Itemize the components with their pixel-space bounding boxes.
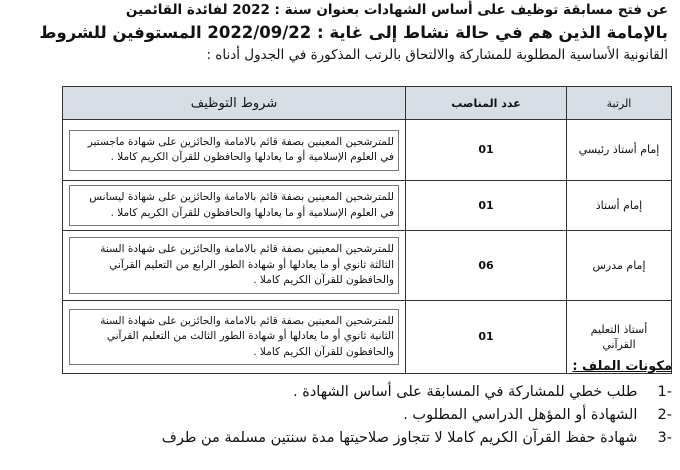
list-item [12,427,672,450]
count-text: 01 [478,330,494,344]
positions-table [62,86,672,374]
rank-text: إمام أستاذ رئيسي [578,143,660,157]
header-conditions: شروط التوظيف [63,87,406,120]
count-cell [406,231,567,301]
file-components-title: مكونات الملف : [572,359,672,374]
rank-cell [567,181,672,231]
item-text: طلب خطي للمشاركة في المسابقة على أساس الشهادة . [293,384,638,400]
conditions-text: للمترشحين المعينين بصفة قائم بالامامة والحائزين على شهادة السنة الثالثة ثانوي أو ما يعادلها أو شهادة الطور الرابع من التعليم القرآني والحافظون للقرآن الكريم كاملا . [69,237,399,294]
rank-cell [567,231,672,301]
item-number: -2 [657,407,672,423]
header-rank: الرتبة [567,87,672,120]
item-number: -1 [657,384,672,400]
rank-cell [567,120,672,181]
count-text: 06 [478,258,494,272]
conditions-cell [63,301,406,374]
conditions-cell [63,120,406,181]
intro-line-2: بالإمامة الذين هم في حالة نشاط إلى غاية : 2022/09/22 المستوفين للشروط [39,23,668,42]
rank-text: إمام أستاذ [595,198,643,212]
intro-line-1: عن فتح مسابقة توظيف على أساس الشهادات بعنوان سنة : 2022 لفائدة القائمين [125,2,668,18]
item-text: الشهادة أو المؤهل الدراسي المطلوب . [403,407,638,423]
rank-text: أستاذ التعليم القرآني [590,322,648,351]
header-count: عدد المناصب [406,87,567,120]
item-text: شهادة حفظ القرآن الكريم كاملا لا تتجاوز صلاحيتها مدة سنتين مسلمة من طرف [161,430,638,446]
item-number: -3 [657,430,672,446]
count-text: 01 [478,143,494,157]
list-item [12,381,672,404]
announcement-intro [8,0,668,65]
count-cell [406,120,567,181]
count-cell [406,181,567,231]
count-cell [406,301,567,374]
table-header-row [63,87,672,120]
conditions-cell [63,181,406,231]
rank-text: إمام مدرس [592,258,646,272]
conditions-text: للمترشحين المعينين بصفة قائم بالامامة والحائزين على شهادة ماجستير في العلوم الإسلامية أو ما يعادلها والحافظون للقرآن الكريم كاملا . [69,130,399,171]
conditions-text: للمترشحين المعينين بصفة قائم بالامامة والحائزين على شهادة ليسانس في العلوم الإسلامية أو ما يعادلها والحافظون للقرآن الكريم كاملا . [69,185,399,226]
conditions-text: للمترشحين المعينين بصفة قائم بالامامة والحائزين على شهادة السنة الثانية ثانوي أو ما يعادلها أو شهادة الطور الثالث من التعليم القرآني والحافظون للقرآن الكريم كاملا . [69,309,399,366]
table-row [63,120,672,181]
table-row [63,231,672,301]
file-components-list [12,381,672,450]
intro-line-3: القانونية الأساسية المطلوبة للمشاركة والالتحاق بالرتب المذكورة في الجدول أدناه : [206,47,668,63]
conditions-cell [63,231,406,301]
count-text: 01 [478,198,494,212]
table-row [63,181,672,231]
list-item [12,404,672,427]
